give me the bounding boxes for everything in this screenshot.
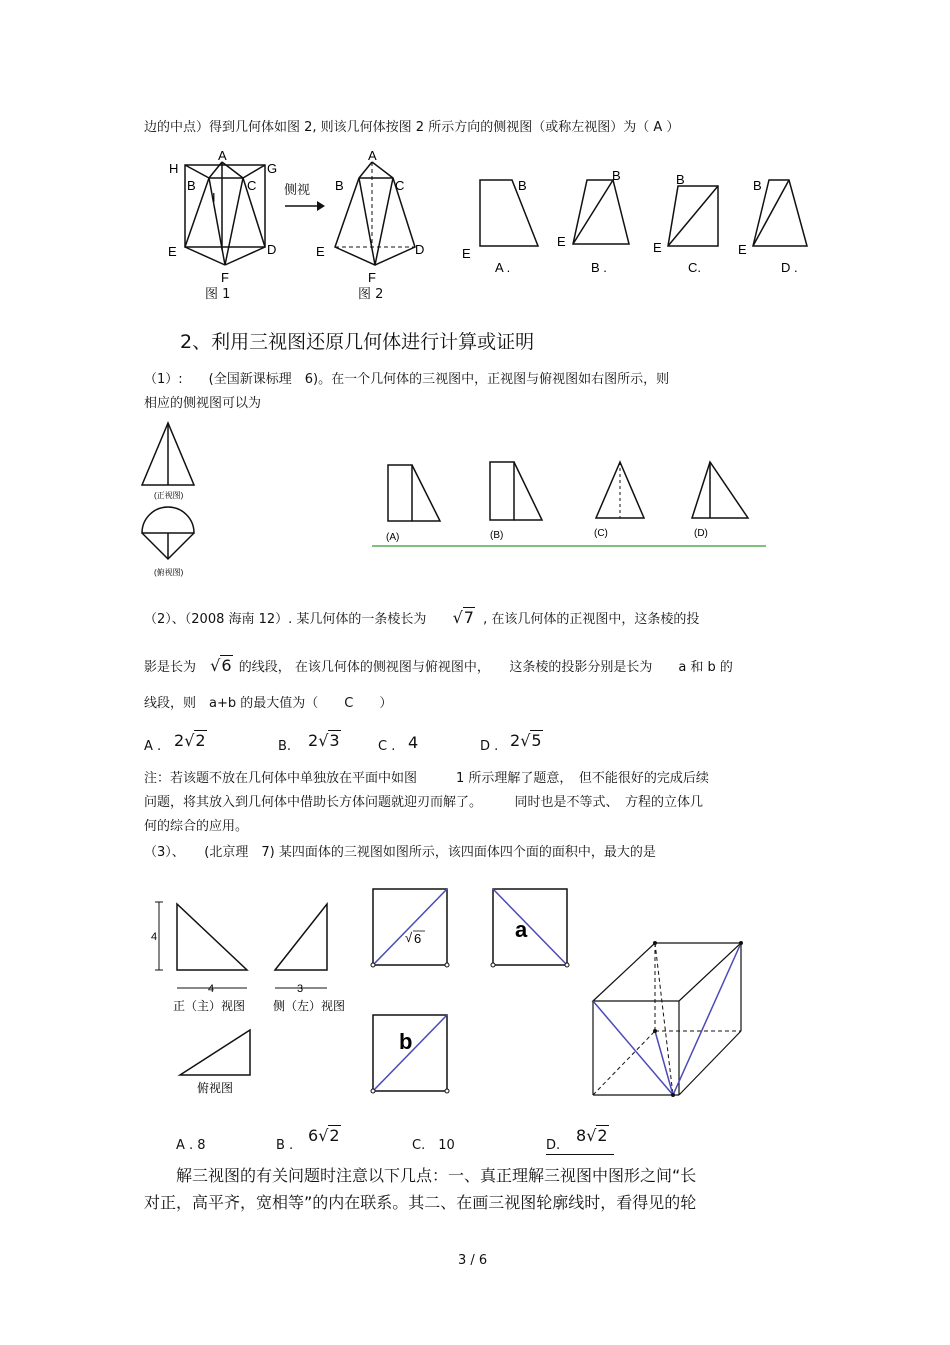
opt-a-label: A . [495,260,511,275]
q2-opt-b-value: 2√3 [308,731,340,750]
opt-d-e-label: E [738,242,747,257]
q2-line2 [144,658,733,676]
q2-opt-d-value: 2√5 [510,731,542,750]
fig2-label-e: E [316,244,325,259]
q2-line1-b: , 在该几何体的正视图中，这条棱的投 [483,612,700,627]
q2-opt-b-label: B. [278,739,292,754]
fig1-label-d: D [267,242,277,257]
q2-line2-b: 的线段， 在该几何体的侧视图与俯视图中， 这条棱的投影分别是长为 a 和 b 的 [238,660,733,675]
q2-opt-a-value: 2√2 [174,731,206,750]
q1-choices-figure [370,450,770,550]
side-view-arrow-label: 侧视 [284,183,311,198]
para-line2: 对正，高平齐，宽相等”的内在联系。其二、在画三视图轮廓线时，看得见的轮 [144,1193,697,1212]
q3-line: （3）、 (北京理 7) 某四面体的三视图如图所示，该四面体四个面的面积中，最大的是 [144,845,656,860]
q2-opt-d-label: D . [480,739,499,754]
sqrt7: √7 [452,608,474,627]
fig2-caption: 图 2 [358,287,384,302]
q3-front-caption: 正（主）视图 [173,999,246,1013]
opt-c-e-label: E [653,240,662,255]
q2-line2-a: 影是长为 [144,660,197,675]
q1-choice-d: (D) [694,528,708,539]
q3-opt-b-label: B . [276,1138,294,1153]
q3-three-views [145,890,365,1100]
opt-c-b-label: B [676,172,685,187]
opt-b-b-label: B [612,168,621,183]
fig2-label-d: D [415,242,425,257]
figure-2-diagram [315,150,435,300]
opt-c-label: C. [688,260,701,275]
section-title: 2、利用三视图还原几何体进行计算或证明 [180,331,535,353]
opt-a-b-label: B [518,178,527,193]
fig2-label-f: F [368,270,376,285]
q1-top-caption: (俯视图) [154,568,184,577]
fig1-label-c: C [247,178,257,193]
opt-d-label: D . [781,260,798,275]
q3-opt-d-value: 8√2 [576,1126,608,1145]
q3-side-caption: 侧（左）视图 [273,999,346,1013]
q3-opt-a: A . 8 [176,1138,206,1153]
para-line1: 解三视图的有关问题时注意以下几点：一、真正理解三视图中图形之间“长 [176,1166,697,1185]
fig1-label-a: A [218,148,227,163]
q3-cuboid-diagram [575,935,760,1100]
option-c-figure [650,168,740,278]
fig2-label-a: A [368,148,377,163]
fig1-label-g: G [267,161,278,176]
fig2-label-c: C [395,178,405,193]
q3-opt-b-value: 6√2 [308,1126,340,1145]
q3-opt-d-label: D. [546,1138,561,1153]
fig1-label-h: H [169,161,179,176]
sq-a-label: a [515,917,528,942]
note-line2: 问题，将其放入到几何体中借助长方体问题就迎刃而解了。 同时也是不等式、 方程的立体几 [144,795,704,810]
page-number: 3 / 6 [458,1253,488,1268]
option-a-figure [460,168,550,278]
q3-dim-side-width: 3 [297,983,304,995]
intro-line: 边的中点）得到几何体如图 2, 则该几何体按图 2 所示方向的侧视图（或称左视图）为（ A ） [144,120,680,135]
note-line3: 何的综合的应用。 [144,819,249,834]
q3-top-caption: 俯视图 [197,1081,234,1095]
fig1-caption: 图 1 [205,287,231,302]
q1-line1: （1）: (全国新课标理 6)。在一个几何体的三视图中，正视图与俯视图如右图所示，则 [144,372,670,387]
sqrt6: √6 [210,656,232,675]
option-b-figure [555,168,645,278]
fig2-label-b: B [335,178,344,193]
opt-a-e-label: E [462,246,471,261]
q1-front-caption: (正视图) [154,491,184,500]
q1-line2: 相应的侧视图可以为 [144,396,262,411]
opt-b-e-label: E [557,234,566,249]
svg-text:√: √ [405,930,413,945]
q1-views-figure [128,415,228,585]
option-d-figure [735,168,825,278]
q3-dim-front-width: 4 [208,983,215,995]
figure-1-diagram [165,150,285,300]
fig1-label-i: I [212,190,216,205]
note-line1: 注：若该题不放在几何体中单独放在平面中如图 1 所示理解了题意， 但不能很好的完成后续 [144,771,709,786]
sq-b-label: b [399,1029,413,1054]
fig1-label-e: E [168,244,177,259]
opt-b-label: B . [591,260,607,275]
q2-line3: 线段，则 a+b 的最大值为（ C ） [144,696,393,711]
q1-choice-a: (A) [386,532,400,543]
q2-line1-a: （2）、（2008 海南 12）. 某几何体的一条棱长为 [144,612,427,627]
q1-choice-c: (C) [594,528,608,539]
q2-opt-c-label: C . [378,739,396,754]
q2-opt-c-value: 4 [408,733,419,752]
q3-opt-c: C. 10 [412,1138,455,1153]
q2-line1 [144,610,699,628]
q3-dim-height: 4 [151,931,158,943]
q1-choice-b: (B) [490,530,504,541]
sq1-label: 6 [414,931,422,946]
fig1-label-f: F [221,270,229,285]
opt-d-b-label: B [753,178,762,193]
q3-square-diagrams [365,885,585,1095]
fig1-label-b: B [187,178,196,193]
q2-opt-a-label: A . [144,739,162,754]
q3-opt-d-underline [546,1154,614,1155]
